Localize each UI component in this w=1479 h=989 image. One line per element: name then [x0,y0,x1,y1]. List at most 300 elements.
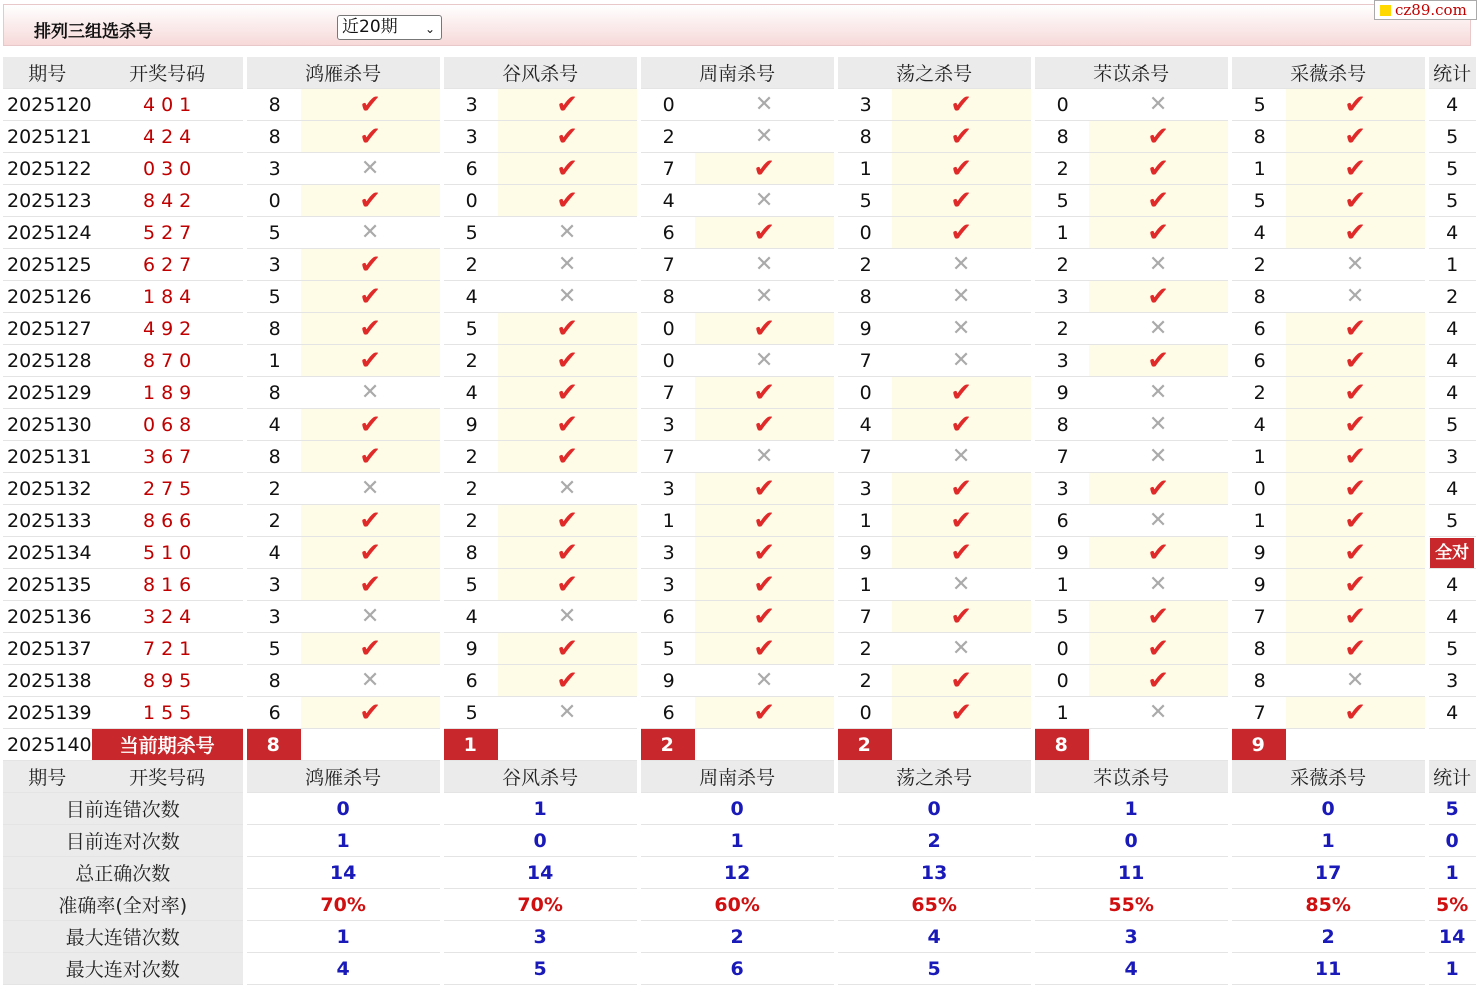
miss-cell [695,281,834,313]
kill-number: 0 [1035,633,1089,665]
kill-number: 3 [247,153,301,185]
draw-number: 367 [92,441,243,473]
check-icon: ✔ [359,345,382,376]
cross-icon: ✕ [1148,315,1168,341]
period-cell: 2025132 [3,473,92,505]
hit-cell [892,697,1031,729]
kill-number: 2 [838,665,892,697]
cross-icon: ✕ [557,603,577,629]
summary-label: 最大连错次数 [3,921,243,953]
hit-cell [498,185,637,217]
period-select[interactable] [337,15,442,40]
summary-value: 13 [838,857,1031,889]
cross-icon: ✕ [754,283,774,309]
check-icon: ✔ [753,537,776,568]
hit-cell [301,345,440,377]
stat-cell: 1 [1429,249,1476,281]
hit-cell [695,217,834,249]
miss-cell [695,441,834,473]
hit-cell [1089,281,1228,313]
kill-number: 8 [1232,665,1286,697]
check-icon: ✔ [1147,633,1170,664]
page-title: 排列三组选杀号 [34,22,153,42]
cross-icon: ✕ [754,667,774,693]
header-expert: 鸿雁杀号 [247,57,440,89]
header-stat: 统计 [1429,57,1476,89]
summary-value: 6 [641,953,834,985]
kill-number: 5 [444,697,498,729]
kill-number: 7 [641,441,695,473]
hit-cell [1286,633,1425,665]
cross-icon: ✕ [1148,251,1168,277]
kill-number: 3 [1035,345,1089,377]
summary-value: 1 [1232,825,1425,857]
summary-value: 4 [247,953,440,985]
kill-number: 1 [641,505,695,537]
summary-value: 0 [444,825,637,857]
kill-number: 8 [247,313,301,345]
miss-cell [695,249,834,281]
kill-number: 7 [641,377,695,409]
kill-number: 2 [838,633,892,665]
kill-number: 3 [444,89,498,121]
check-icon: ✔ [753,409,776,440]
check-icon: ✔ [1147,665,1170,696]
summary-value: 14 [247,857,440,889]
hit-cell [301,505,440,537]
hit-cell [1089,633,1228,665]
summary-label: 总正确次数 [3,857,243,889]
cross-icon: ✕ [1148,699,1168,725]
hit-cell [498,313,637,345]
hit-cell [301,121,440,153]
miss-cell [695,185,834,217]
hit-cell [301,697,440,729]
summary-value: 1 [247,921,440,953]
cross-icon: ✕ [951,283,971,309]
header-expert: 鸿雁杀号 [247,761,440,793]
draw-number: 842 [92,185,243,217]
miss-cell [695,665,834,697]
kill-number: 3 [641,473,695,505]
summary-value: 4 [838,921,1031,953]
hit-cell [498,89,637,121]
hit-cell [498,441,637,473]
draw-number: 816 [92,569,243,601]
miss-cell [695,345,834,377]
kill-number: 8 [838,281,892,313]
check-icon: ✔ [1147,473,1170,504]
kill-number: 9 [641,665,695,697]
summary-label: 目前连错次数 [3,793,243,825]
stat-cell: 5 [1429,409,1476,441]
check-icon: ✔ [1344,217,1367,248]
table-row [3,121,1476,153]
period-cell: 2025124 [3,217,92,249]
miss-cell [498,281,637,313]
miss-cell [498,601,637,633]
miss-cell [1089,569,1228,601]
full-hit-badge: 全对 [1430,538,1474,568]
summary-value: 4 [1035,953,1228,985]
period-cell: 2025120 [3,89,92,121]
hit-cell [1089,345,1228,377]
summary-value: 11 [1232,953,1425,985]
chevron-down-icon: ⌄ [424,22,435,36]
kill-number: 1 [1232,153,1286,185]
hit-cell [892,121,1031,153]
draw-number: 184 [92,281,243,313]
period-cell: 2025131 [3,441,92,473]
stat-cell: 4 [1429,217,1476,249]
hit-cell [892,217,1031,249]
summary-value: 1 [247,825,440,857]
check-icon: ✔ [1344,185,1367,216]
check-icon: ✔ [1147,217,1170,248]
check-icon: ✔ [1344,537,1367,568]
check-icon: ✔ [753,569,776,600]
current-empty [892,729,1031,761]
miss-cell [498,217,637,249]
cross-icon: ✕ [951,635,971,661]
draw-number: 627 [92,249,243,281]
check-icon: ✔ [1344,313,1367,344]
check-icon: ✔ [1344,409,1367,440]
kill-number: 6 [247,697,301,729]
hit-cell [892,409,1031,441]
table-row [3,281,1476,313]
hit-cell [1286,505,1425,537]
kill-number: 8 [247,89,301,121]
kill-number: 7 [1232,697,1286,729]
hit-cell [695,313,834,345]
kill-number: 2 [444,249,498,281]
check-icon: ✔ [950,601,973,632]
check-icon: ✔ [359,185,382,216]
miss-cell [1089,441,1228,473]
stat-cell: 5 [1429,185,1476,217]
hit-cell [301,89,440,121]
check-icon: ✔ [950,121,973,152]
table-row [3,377,1476,409]
kill-number: 5 [247,633,301,665]
kill-number: 9 [444,633,498,665]
hit-cell [695,153,834,185]
period-cell: 2025128 [3,345,92,377]
hit-cell [695,505,834,537]
kill-number: 1 [838,569,892,601]
draw-number: 424 [92,121,243,153]
cross-icon: ✕ [360,475,380,501]
hit-cell [695,409,834,441]
kill-number: 8 [444,537,498,569]
summary-value: 1 [641,825,834,857]
stat-cell [1429,537,1476,569]
summary-value: 11 [1035,857,1228,889]
cross-icon: ✕ [1148,443,1168,469]
kill-number: 6 [1232,345,1286,377]
check-icon: ✔ [1344,505,1367,536]
check-icon: ✔ [1147,153,1170,184]
period-cell: 2025123 [3,185,92,217]
check-icon: ✔ [950,377,973,408]
summary-stat: 14 [1429,921,1476,953]
kill-number: 8 [1232,121,1286,153]
current-kill-number: 1 [444,729,498,761]
summary-value: 2 [838,825,1031,857]
cross-icon: ✕ [951,347,971,373]
hit-cell [301,633,440,665]
hit-cell [301,409,440,441]
kill-number: 4 [838,409,892,441]
hit-cell [1089,473,1228,505]
hit-cell [695,601,834,633]
hit-cell [892,153,1031,185]
hit-cell [1089,217,1228,249]
current-empty [1286,729,1425,761]
cross-icon: ✕ [1345,283,1365,309]
table-row [3,665,1476,697]
kill-number: 8 [641,281,695,313]
table-row [3,441,1476,473]
kill-number: 2 [1232,249,1286,281]
kill-number: 3 [838,89,892,121]
summary-value: 65% [838,889,1031,921]
table-row [3,217,1476,249]
miss-cell [892,313,1031,345]
header-expert: 谷风杀号 [444,57,637,89]
check-icon: ✔ [950,697,973,728]
miss-cell [301,601,440,633]
kill-number: 5 [1232,89,1286,121]
cross-icon: ✕ [557,283,577,309]
header-expert: 芣苡杀号 [1035,761,1228,793]
hit-cell [1089,121,1228,153]
cross-icon: ✕ [1345,667,1365,693]
header-row [3,761,1476,793]
hit-cell [498,569,637,601]
hit-cell [1286,121,1425,153]
check-icon: ✔ [1344,345,1367,376]
kill-number: 6 [641,697,695,729]
current-empty [1089,729,1228,761]
summary-stat: 0 [1429,825,1476,857]
draw-number: 324 [92,601,243,633]
draw-number: 895 [92,665,243,697]
miss-cell [1286,249,1425,281]
cross-icon: ✕ [1148,411,1168,437]
check-icon: ✔ [359,249,382,280]
hit-cell [1089,665,1228,697]
current-kill-number: 9 [1232,729,1286,761]
kill-number-table [3,57,1476,985]
kill-number: 0 [641,345,695,377]
check-icon: ✔ [1344,633,1367,664]
current-stat-empty [1429,729,1476,761]
miss-cell [892,281,1031,313]
kill-number: 8 [247,441,301,473]
hit-cell [695,537,834,569]
kill-number: 7 [641,249,695,281]
period-cell: 2025139 [3,697,92,729]
miss-cell [1089,313,1228,345]
summary-row [3,825,1476,857]
summary-stat: 5% [1429,889,1476,921]
kill-number: 0 [444,185,498,217]
period-cell: 2025136 [3,601,92,633]
stat-cell: 5 [1429,153,1476,185]
kill-number: 7 [838,345,892,377]
kill-number: 2 [444,345,498,377]
kill-number: 4 [1232,217,1286,249]
kill-number: 1 [838,153,892,185]
miss-cell [695,89,834,121]
draw-number: 870 [92,345,243,377]
check-icon: ✔ [359,505,382,536]
summary-value: 70% [247,889,440,921]
miss-cell [1089,697,1228,729]
check-icon: ✔ [1344,377,1367,408]
summary-value: 1 [1035,793,1228,825]
check-icon: ✔ [950,409,973,440]
table-row [3,409,1476,441]
check-icon: ✔ [950,665,973,696]
cross-icon: ✕ [754,251,774,277]
summary-label: 准确率(全对率) [3,889,243,921]
check-icon: ✔ [950,505,973,536]
check-icon: ✔ [1344,153,1367,184]
check-icon: ✔ [1147,281,1170,312]
cross-icon: ✕ [754,443,774,469]
cross-icon: ✕ [1148,91,1168,117]
kill-number: 3 [641,409,695,441]
check-icon: ✔ [359,281,382,312]
table-row [3,473,1476,505]
brand-badge[interactable] [1374,0,1477,20]
check-icon: ✔ [359,441,382,472]
check-icon: ✔ [556,665,579,696]
summary-stat: 1 [1429,857,1476,889]
miss-cell [892,441,1031,473]
miss-cell [1089,409,1228,441]
kill-number: 3 [1035,281,1089,313]
check-icon: ✔ [950,153,973,184]
check-icon: ✔ [359,121,382,152]
miss-cell [301,665,440,697]
hit-cell [892,505,1031,537]
kill-number: 7 [1232,601,1286,633]
header-expert: 荡之杀号 [838,761,1031,793]
check-icon: ✔ [556,121,579,152]
summary-label: 目前连对次数 [3,825,243,857]
stat-cell: 4 [1429,313,1476,345]
hit-cell [892,377,1031,409]
kill-number: 9 [1035,537,1089,569]
miss-cell [892,569,1031,601]
hit-cell [1286,313,1425,345]
kill-number: 3 [838,473,892,505]
summary-value: 3 [1035,921,1228,953]
miss-cell [695,121,834,153]
summary-row [3,793,1476,825]
stat-cell: 2 [1429,281,1476,313]
cross-icon: ✕ [360,219,380,245]
hit-cell [1089,153,1228,185]
draw-number: 068 [92,409,243,441]
hit-cell [301,569,440,601]
stat-cell: 4 [1429,569,1476,601]
hit-cell [695,569,834,601]
period-select-value: 近20期 [342,17,398,37]
kill-number: 2 [444,473,498,505]
kill-number: 5 [444,569,498,601]
check-icon: ✔ [753,633,776,664]
header-row [3,57,1476,89]
kill-number: 4 [641,185,695,217]
kill-number: 3 [641,537,695,569]
miss-cell [1286,281,1425,313]
hit-cell [1286,377,1425,409]
check-icon: ✔ [359,569,382,600]
check-icon: ✔ [1147,345,1170,376]
kill-number: 6 [641,217,695,249]
check-icon: ✔ [950,537,973,568]
hit-cell [892,185,1031,217]
hit-cell [695,473,834,505]
hit-cell [1286,153,1425,185]
check-icon: ✔ [556,441,579,472]
miss-cell [301,217,440,249]
header-expert: 周南杀号 [641,57,834,89]
stat-cell: 5 [1429,633,1476,665]
kill-number: 2 [1035,153,1089,185]
brand-square-icon [1380,5,1391,16]
summary-row [3,889,1476,921]
kill-number: 9 [1232,569,1286,601]
hit-cell [1286,569,1425,601]
check-icon: ✔ [359,633,382,664]
check-icon: ✔ [359,89,382,120]
kill-number: 3 [247,569,301,601]
summary-value: 14 [444,857,637,889]
cross-icon: ✕ [951,571,971,597]
period-cell: 2025130 [3,409,92,441]
check-icon: ✔ [950,89,973,120]
check-icon: ✔ [359,409,382,440]
kill-number: 1 [1232,441,1286,473]
summary-stat: 5 [1429,793,1476,825]
check-icon: ✔ [556,313,579,344]
kill-number: 7 [641,153,695,185]
draw-number: 275 [92,473,243,505]
stat-cell: 4 [1429,377,1476,409]
kill-number: 2 [1035,249,1089,281]
stat-cell: 5 [1429,505,1476,537]
check-icon: ✔ [556,569,579,600]
kill-number: 1 [1035,697,1089,729]
summary-value: 17 [1232,857,1425,889]
cross-icon: ✕ [360,155,380,181]
miss-cell [301,377,440,409]
summary-value: 0 [247,793,440,825]
summary-value: 5 [444,953,637,985]
check-icon: ✔ [556,89,579,120]
check-icon: ✔ [753,313,776,344]
check-icon: ✔ [753,697,776,728]
period-cell: 2025133 [3,505,92,537]
kill-number: 8 [838,121,892,153]
hit-cell [498,345,637,377]
